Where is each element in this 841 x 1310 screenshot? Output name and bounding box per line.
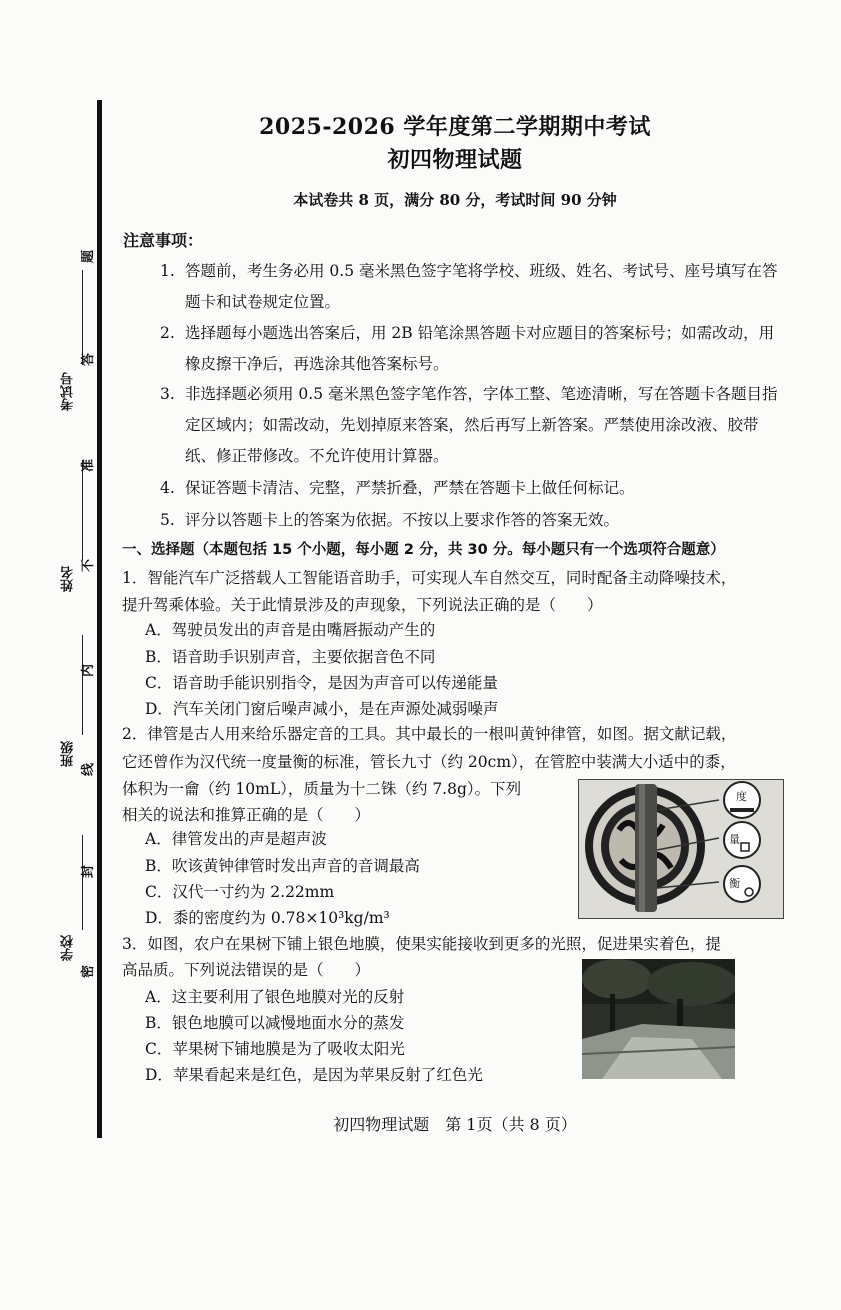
- q2-option-a: A．律管发出的声是超声波: [145, 830, 327, 848]
- notice-text: 选择题每小题选出答案后，用 2B 铅笔涂黑答题卡对应题目的答案标号；如需改动，用橡皮擦干净后，再选涂其他答案标号。: [185, 324, 775, 373]
- notice-num: 2.: [160, 324, 175, 342]
- q3-option-d: D．苹果看起来是红色，是因为苹果反射了红色光: [145, 1066, 483, 1084]
- notice-num: 4.: [160, 479, 175, 497]
- q2-option-b: B．吹该黄钟律管时发出声音的音调最高: [145, 857, 420, 875]
- seal-char-1: 题: [81, 249, 97, 264]
- fig-label-liang: 量: [729, 833, 740, 846]
- q1-option-d: D．汽车关闭门窗后噪声减小，是在声源处减弱噪声: [145, 700, 499, 718]
- notice-item-3: [160, 379, 785, 472]
- school-line: [82, 835, 83, 930]
- notice-text: 答题前，考生务必用 0.5 毫米黑色签字笔将学校、班级、姓名、考试号、座号填写在答题卡和试卷规定位置。: [185, 262, 778, 311]
- notice-num: 5.: [160, 511, 175, 529]
- seal-char-5: 内: [81, 663, 97, 678]
- q1-option-b: B．语音助手识别声音，主要依据音色不同: [145, 648, 436, 666]
- fig-label-du: 度: [736, 790, 747, 803]
- pitch-pipe-figure: [578, 779, 784, 919]
- q2-option-c: C．汉代一寸约为 2.22mm: [145, 883, 335, 901]
- q2-line4: 相关的说法和推算正确的是（ ）: [122, 806, 371, 824]
- notice-item-2: [160, 318, 785, 380]
- exam-no-label: 考试号: [61, 372, 76, 411]
- school-label: 学校: [61, 935, 76, 961]
- q3-option-c: C．苹果树下铺地膜是为了吸收太阳光: [145, 1040, 405, 1058]
- seal-char-6: 线: [81, 762, 97, 777]
- q3-line2: 高品质。下列说法错误的是（ ）: [122, 961, 371, 979]
- exam-info: 本试卷共 8 页，满分 80 分，考试时间 90 分钟: [293, 191, 617, 209]
- fig-label-heng: 衡: [729, 877, 740, 890]
- notice-text: 保证答题卡清洁、完整，严禁折叠，严禁在答题卡上做任何标记。: [185, 479, 635, 497]
- name-line: [82, 460, 83, 560]
- q1-line1: 1．智能汽车广泛搭载人工智能语音助手，可实现人车自然交互，同时配备主动降噪技术，: [122, 569, 737, 587]
- q2-line3: 体积为一龠（约 10mL），质量为十二铢（约 7.8g）。下列: [122, 780, 522, 798]
- paper-title: 初四物理试题: [387, 147, 523, 173]
- binding-line: [97, 100, 102, 1138]
- exam-no-line: [82, 270, 83, 365]
- seal-char-4: 不: [81, 558, 97, 573]
- section-heading: 一、选择题（本题包括 15 个小题，每小题 2 分，共 30 分。每小题只有一个选项符合题意）: [122, 542, 725, 558]
- notice-item-4: [160, 473, 785, 504]
- seal-char-3: 准: [81, 458, 97, 473]
- notice-item-1: [160, 256, 785, 318]
- q3-line1: 3．如图，农户在果树下铺上银色地膜，使果实能接收到更多的光照，促进果实着色，提: [122, 935, 721, 953]
- q2-option-d: D．黍的密度约为 0.78×10³kg/m³: [145, 909, 390, 927]
- q3-option-a: A．这主要利用了银色地膜对光的反射: [145, 988, 405, 1006]
- q1-option-a: A．驾驶员发出的声音是由嘴唇振动产生的: [145, 621, 436, 639]
- class-line: [82, 635, 83, 735]
- notice-num: 3.: [160, 385, 175, 403]
- notice-text: 非选择题必须用 0.5 毫米黑色签字笔作答，字体工整、笔迹清晰，写在答题卡各题目指定区域内；如需改动，先划掉原来答案，然后再写上新答案。严禁使用涂改液、胶带纸、修正带修改。不允许使用计算器。: [185, 385, 778, 465]
- orchard-photo: [582, 959, 735, 1079]
- q2-line2: 它还曾作为汉代统一度量衡的标准，管长九寸（约 20cm），在管腔中装满大小适中的黍，: [122, 753, 736, 771]
- notice-item-5: [160, 505, 785, 536]
- q2-line1: 2．律管是古人用来给乐器定音的工具。其中最长的一根叫黄钟律管，如图。据文献记载，: [122, 725, 737, 743]
- q1-option-c: C．语音助手能识别指令，是因为声音可以传递能量: [145, 674, 498, 692]
- seal-char-2: 答: [81, 352, 97, 367]
- notice-num: 1.: [160, 262, 175, 280]
- q3-option-b: B．银色地膜可以减慢地面水分的蒸发: [145, 1014, 405, 1032]
- page-footer: 初四物理试题 第 1页（共 8 页）: [333, 1115, 577, 1134]
- seal-char-8: 密: [81, 964, 97, 979]
- class-label: 班级: [61, 741, 76, 767]
- notice-heading: 注意事项：: [123, 231, 204, 250]
- q1-line2: 提升驾乘体验。关于此情景涉及的声现象，下列说法正确的是（ ）: [122, 596, 603, 614]
- notice-text: 评分以答题卡上的答案为依据。不按以上要求作答的答案无效。: [185, 511, 620, 529]
- seal-char-7: 封: [81, 864, 97, 879]
- exam-title: 2025-2026 学年度第二学期期中考试: [259, 114, 651, 140]
- name-label: 姓名: [61, 566, 76, 592]
